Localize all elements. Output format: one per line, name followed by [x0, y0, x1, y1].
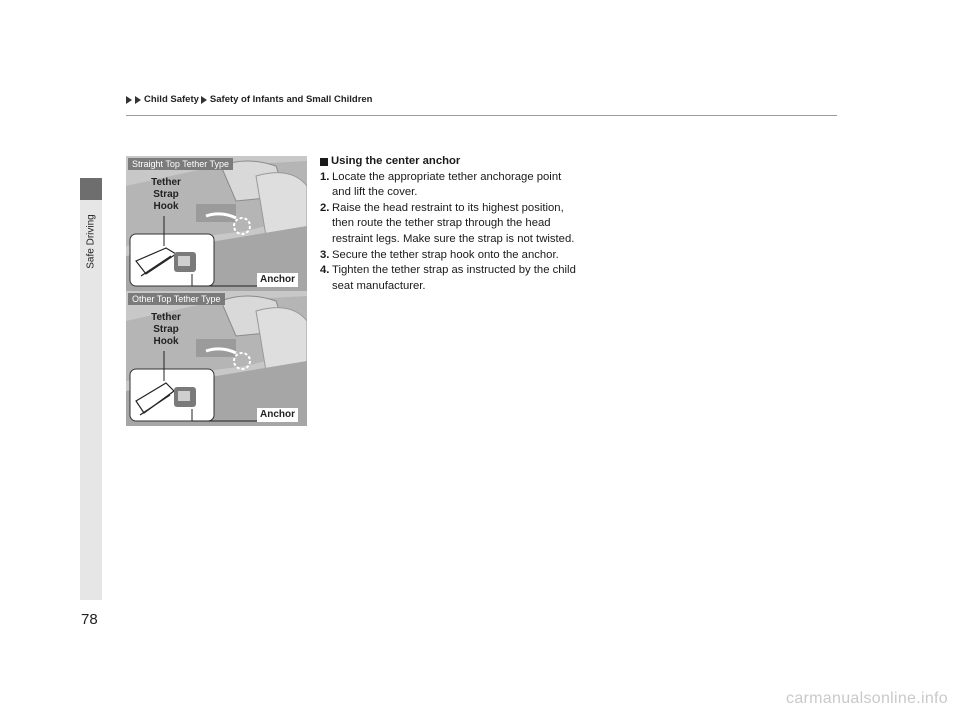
step-number: 1.: [320, 170, 330, 183]
step-number: 2.: [320, 201, 330, 214]
figure-title: Straight Top Tether Type: [128, 158, 233, 170]
step-item: [320, 201, 580, 248]
breadcrumb-item-safety-infants[interactable]: Safety of Infants and Small Children: [209, 94, 373, 105]
header-rule: [126, 115, 837, 116]
section-tab-marker: [80, 178, 102, 200]
instructions: [320, 154, 580, 294]
tether-strap-hook-label: Tether Strap Hook: [151, 177, 181, 212]
section-tab-label: Safe Driving: [85, 213, 97, 269]
breadcrumb: [126, 94, 373, 105]
anchor-label: Anchor: [257, 273, 298, 287]
step-text: Raise the head restraint to its highest position, then route the tether strap through the head restraint legs. Make sure the strap is not twisted.: [332, 201, 575, 245]
square-bullet-icon: [320, 158, 328, 166]
step-text: Tighten the tether strap as instructed by the child seat manufacturer.: [332, 264, 576, 292]
tether-strap-hook-label: Tether Strap Hook: [151, 312, 181, 347]
step-text: Secure the tether strap hook onto the anchor.: [332, 248, 559, 261]
figure-straight-tether: [126, 156, 307, 291]
page-number: 78: [81, 611, 98, 628]
step-number: 4.: [320, 264, 330, 277]
anchor-label: Anchor: [257, 408, 298, 422]
step-item: [320, 263, 580, 294]
breadcrumb-item-child-safety[interactable]: Child Safety: [144, 94, 199, 105]
section-heading: [320, 154, 580, 170]
breadcrumb-arrow-icon: [126, 96, 132, 104]
step-item: [320, 248, 580, 264]
figure-other-tether: [126, 291, 307, 426]
step-number: 3.: [320, 248, 330, 261]
figure-title: Other Top Tether Type: [128, 293, 225, 305]
breadcrumb-arrow-icon: [201, 96, 207, 104]
breadcrumb-arrow-icon: [135, 96, 141, 104]
step-item: [320, 170, 580, 201]
watermark: carmanualsonline.info: [786, 690, 948, 707]
step-text: Locate the appropriate tether anchorage point and lift the cover.: [332, 170, 562, 199]
section-title: Using the center anchor: [331, 155, 461, 167]
